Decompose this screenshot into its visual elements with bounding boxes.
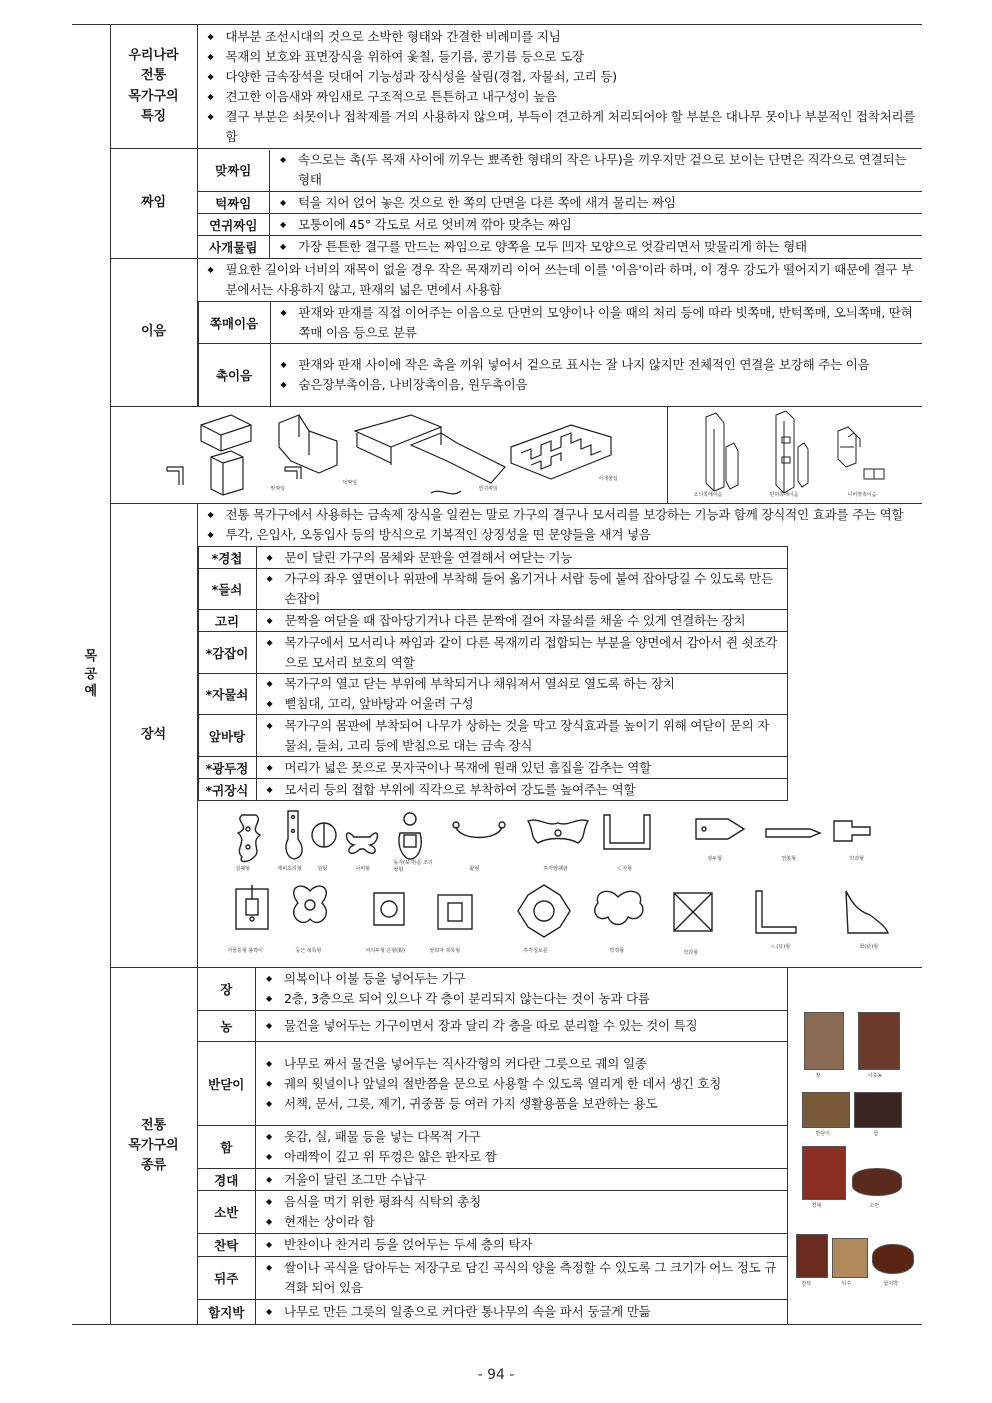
- gyeongdae-photo: [802, 1146, 846, 1200]
- hardware-caption: 실패형: [235, 866, 250, 872]
- joint-figure-left: [111, 407, 668, 503]
- ieum-intro-list: [198, 259, 923, 301]
- types-wrap: [198, 968, 923, 1324]
- list-item: ◆ 목재의 보호와 표면장식을 위하여 옻칠, 들기름, 콩기름 등으로 도장: [204, 47, 917, 67]
- ieum-label: 이음: [110, 259, 197, 407]
- list-item: ◆ 아래짝이 깊고 위 뚜껑은 얇은 판자로 짬: [262, 1147, 781, 1167]
- hardware-caption: ㄷ자형: [617, 866, 632, 872]
- list-item: ◆ 견고한 이음새와 짜임새로 구조적으로 튼튼하고 내구성이 높음: [204, 87, 917, 107]
- photo-caption: 함지박: [883, 1281, 898, 1287]
- jjaim-table: [198, 150, 923, 258]
- list-item: ◆ 모퉁이에 45° 각도로 서로 엇비껴 깎아 맞추는 짜임: [276, 215, 916, 235]
- hardware-caption: 둥근 복록형: [295, 948, 322, 954]
- hardware-caption: 원형: [317, 866, 328, 872]
- type-name: 농: [198, 1011, 256, 1042]
- hardware-caption: 동자(보자)를 조리쌍형: [393, 860, 433, 873]
- hardware-caption: 투각칠보문: [523, 948, 548, 954]
- list-item: ◆ 다양한 금속장석을 덧대어 기능성과 장식성을 살림(경첩, 자물쇠, 고리 등): [204, 67, 917, 87]
- hardware-caption: 제비초리형: [277, 866, 302, 872]
- types-cell: [197, 968, 922, 1325]
- photo-caption: 이층농: [867, 1073, 882, 1079]
- jjaim-label: 짜임: [110, 149, 197, 259]
- jangseok-table: [198, 546, 788, 801]
- category-text: 목 공 예: [84, 649, 98, 700]
- types-table: [198, 968, 788, 1324]
- list-item: ◆ 물건을 넣어두는 가구이면서 장과 달리 각 층을 따로 분리할 수 있는 것이 특징: [262, 1016, 781, 1036]
- hardware-caption: ㄴ(耳)형: [771, 944, 791, 950]
- list-item: ◆ 숨은장부촉이음, 나비장촉이음, 원두촉이음: [277, 375, 917, 395]
- list-item: ◆ 판재와 판재를 직접 이어주는 이음으로 단면의 모양이나 이을 때의 처리 등에 따라 빗쪽매, 반턱쪽매, 오늬쪽매, 딴혀쪽매 이음 등으로 분류: [277, 303, 917, 343]
- ieum-name: 촉이음: [198, 344, 270, 406]
- list-item: ◆ 턱을 지어 얹어 놓은 것으로 한 쪽의 단면을 다른 쪽에 새겨 물리는 짜임: [276, 193, 916, 213]
- list-item: ◆ 문이 달린 가구의 몸체와 문판을 연결해서 여닫는 기능: [263, 548, 781, 568]
- ieum-caption: 오늬쪽매이음: [693, 492, 723, 498]
- soban-photo: [852, 1168, 902, 1196]
- jjaim-name: 사개물림: [198, 236, 270, 258]
- list-item: ◆ 목가구에서 모서리나 짜임과 같이 다른 목재끼리 접합되는 부분을 양면에서 감아서 쥔 쇳조각으로 모서리 보호의 역할: [263, 633, 781, 673]
- list-item: ◆ 서책, 문서, 그릇, 제기, 귀중품 등 여러 가지 생활용품을 보관하는 용도: [262, 1094, 781, 1114]
- chantak-photo: [796, 1234, 828, 1278]
- list-item: ◆ 궤의 윗널이나 앞널의 절반쯤을 문으로 사용할 수 있도록 열리게 한 데서 생긴 호칭: [262, 1074, 781, 1094]
- jang-photo: [804, 1012, 844, 1070]
- jangseok-name: *감잡이: [198, 632, 256, 674]
- type-name: 경대: [198, 1168, 256, 1191]
- type-name: 함지박: [198, 1299, 256, 1324]
- list-item: ◆ 2층, 3층으로 되어 있으나 각 층이 분리되지 않는다는 것이 농과 다름: [262, 989, 781, 1009]
- list-item: ◆ 대부분 조선시대의 것으로 소박한 형태와 간결한 비례미를 지님: [204, 27, 917, 47]
- features-label: [110, 25, 197, 149]
- joint-caption: 사개물림: [598, 476, 618, 482]
- jangseok-name: *귀장식: [198, 779, 256, 801]
- ieum-cell: [197, 259, 922, 407]
- jangseok-label: 장석: [110, 504, 197, 968]
- jangseok-name: *광두정: [198, 757, 256, 779]
- list-item: ◆ 필요한 길이와 너비의 재목이 없을 경우 작은 목재끼리 이어 쓰는데 이를 '이음'이라 하며, 이 경우 강도가 떨어지기 때문에 결구 부분에서는 사용하지 않고, 판재의 넓은 면에서 사용함: [204, 260, 917, 300]
- list-item: ◆ 쌀이나 곡식을 담아두는 저장구로 담긴 곡식의 양을 측정할 수 있도록 그 크기가 어느 정도 규격화 되어 있음: [262, 1258, 781, 1298]
- joint-caption: 맞짜임: [270, 486, 285, 492]
- list-item: ◆ 가구의 좌우 옆면이나 위판에 부착해 들어 옮기거나 서랍 등에 붙여 잡아당길 수 있도록 만든 손잡이: [263, 569, 781, 609]
- hardware-figure: [198, 807, 918, 967]
- list-item: ◆ 모서리 등의 접합 부위에 직각으로 부착하여 강도를 높여주는 역할: [263, 780, 781, 800]
- list-item: ◆ 옷감, 실, 패물 등을 넣는 다목적 가구: [262, 1127, 781, 1147]
- jangseok-name: 고리: [198, 610, 256, 632]
- list-item: ◆ 판재와 판재 사이에 작은 촉을 끼워 넣어서 겉으로 표시는 잘 나지 않지만 전체적인 연결을 보강해 주는 이음: [277, 355, 917, 375]
- jangseok-cell: [197, 504, 922, 968]
- ieum-name: 쪽매이음: [198, 302, 270, 344]
- hardware-caption: 약과형: [683, 950, 698, 956]
- jjaim-name: 맞짜임: [198, 150, 270, 192]
- joint-caption: 턱짜임: [342, 480, 357, 486]
- type-name: 장: [198, 968, 256, 1011]
- features-label-text: 우리나라 전통 목가구의 특징: [128, 48, 179, 124]
- photo-caption: 반닫이: [815, 1131, 830, 1137]
- category-label: [72, 25, 110, 1325]
- list-item: ◆ 머리가 넓은 못으로 못자국이나 목재에 원래 있던 흠집을 감추는 역할: [263, 758, 781, 778]
- jjaim-cell: [197, 149, 922, 259]
- hamjibak-photo: [872, 1244, 914, 1274]
- list-item: ◆ 나무로 짜서 물건을 넣어두는 직사각형의 커다란 그릇으로 궤의 일종: [262, 1054, 781, 1074]
- nong-photo: [858, 1012, 900, 1070]
- type-name: 소반: [198, 1191, 256, 1234]
- joint-figure-cell: [110, 407, 922, 504]
- hardware-caption: 쌍희자 복록형: [429, 948, 461, 954]
- hardware-caption: 연봉형: [781, 856, 796, 862]
- hardware-caption: 광두형: [707, 856, 722, 862]
- page: [72, 24, 922, 1320]
- hardware-caption: 활형: [469, 866, 480, 872]
- list-item: ◆ 나무로 만든 그릇의 일종으로 커다란 통나무의 속을 파서 둥글게 만듦: [262, 1302, 781, 1322]
- hardware-captions-row1: [198, 856, 918, 875]
- list-item: ◆ 전통 목가구에서 사용하는 금속제 장식을 일컫는 말로 가구의 결구나 모서리를 보강하는 기능과 함께 장식적인 효과를 주는 역할: [204, 505, 917, 525]
- page-number: - 94 -: [477, 1367, 515, 1383]
- list-item: ◆ 의복이나 이불 등을 넣어두는 가구: [262, 969, 781, 989]
- hardware-caption: 나비형: [355, 866, 370, 872]
- hardware-caption: 약과형: [849, 856, 864, 862]
- type-name: 뒤주: [198, 1256, 256, 1299]
- hardware-caption: 여의두형 은형(銀): [365, 948, 405, 954]
- content-table: [72, 24, 922, 1325]
- list-item: ◆ 음식을 먹기 위한 평좌식 식탁의 총칭: [262, 1192, 781, 1212]
- photo-caption: 찬탁: [801, 1281, 812, 1287]
- list-item: ◆ 문짝을 여닫을 때 잡아당기거나 다른 문짝에 걸어 자물쇠를 채울 수 있게 연결하는 장치: [263, 611, 781, 631]
- photo-caption: 경대: [811, 1203, 822, 1209]
- jjaim-name: 턱짜임: [198, 192, 270, 214]
- list-item: ◆ 현재는 상이라 함: [262, 1212, 781, 1232]
- joint-figure: [111, 407, 917, 503]
- ieum-table: [198, 301, 923, 406]
- types-label-text: 전통 목가구의 종류: [128, 1117, 179, 1174]
- bandaji-photo: [802, 1092, 850, 1128]
- jangseok-name: *자물쇠: [198, 674, 256, 715]
- type-name: 반닫이: [198, 1042, 256, 1126]
- type-name: 함: [198, 1126, 256, 1169]
- joint-diagram: [111, 407, 667, 503]
- features-list: [198, 27, 923, 147]
- joint-caption: 연귀짜임: [478, 486, 498, 492]
- hardware-caption: 화(花)형: [859, 944, 879, 950]
- furniture-photos: [788, 968, 922, 1324]
- jangseok-name: 앞바탕: [198, 715, 256, 757]
- photo-caption: 뒤주: [841, 1281, 852, 1287]
- types-label: [110, 968, 197, 1325]
- ieum-diagram: [668, 407, 918, 503]
- photo-caption: 소반: [869, 1203, 880, 1209]
- list-item: ◆ 투각, 은입사, 오동입사 등의 방식으로 기복적인 상징성을 띤 문양들을 새겨 넣음: [204, 525, 917, 545]
- jangseok-intro-list: [198, 504, 923, 546]
- list-item: ◆ 결구 부분은 쇠못이나 접착제를 거의 사용하지 않으며, 부득이 견고하게 처리되어야 할 부분은 대나무 못이나 부분적인 접착처리를 함: [204, 107, 917, 147]
- features-cell: [197, 25, 922, 149]
- hardware-caption: 박쥐형: [609, 948, 624, 954]
- list-item: ◆ 뻗침대, 고리, 앞바탕과 어울려 구성: [263, 694, 781, 714]
- hardware-captions-row2: [198, 944, 918, 957]
- hardware-diagram: [198, 807, 918, 967]
- joint-figure-right: [668, 407, 918, 503]
- list-item: ◆ 속으로는 촉(두 목재 사이에 끼우는 뾰족한 형태의 작은 나무)을 끼우지만 겉으로 보이는 단면은 직각으로 연결되는 형태: [276, 150, 916, 190]
- list-item: ◆ 목가구의 몸판에 부착되어 나무가 상하는 것을 막고 장식효과를 높이기 위해 여닫이 문의 자물쇠, 들쇠, 고리 등에 받침으로 대는 금속 장식: [263, 716, 781, 756]
- ieum-caption: 나비장촉이음: [847, 492, 877, 498]
- ieum-caption: 딴혀쪽매이음: [769, 492, 799, 498]
- hardware-caption: 투각발괘판: [543, 866, 568, 872]
- jangseok-name: *경첩: [198, 547, 256, 569]
- jjaim-name: 연귀짜임: [198, 214, 270, 236]
- jangseok-name: *들쇠: [198, 569, 256, 610]
- dwiju-photo: [832, 1238, 868, 1278]
- list-item: ◆ 가장 튼튼한 결구를 만드는 짜임으로 양쪽을 모두 凹자 모양으로 엇갈리면서 맞물리게 하는 형태: [276, 237, 916, 257]
- list-item: ◆ 목가구의 열고 닫는 부위에 부착되거나 채워져서 열쇠로 열도록 하는 장치: [263, 674, 781, 694]
- photo-caption: 장: [815, 1073, 821, 1079]
- list-item: ◆ 거울이 달린 조그만 수납구: [262, 1170, 781, 1190]
- type-name: 찬탁: [198, 1234, 256, 1257]
- ham-photo: [854, 1092, 902, 1128]
- list-item: ◆ 반찬이나 찬거리 등을 얹어두는 두세 층의 탁자: [262, 1235, 781, 1255]
- hardware-caption: 자물통형 불박이: [227, 948, 263, 954]
- photo-caption: 함: [873, 1131, 879, 1137]
